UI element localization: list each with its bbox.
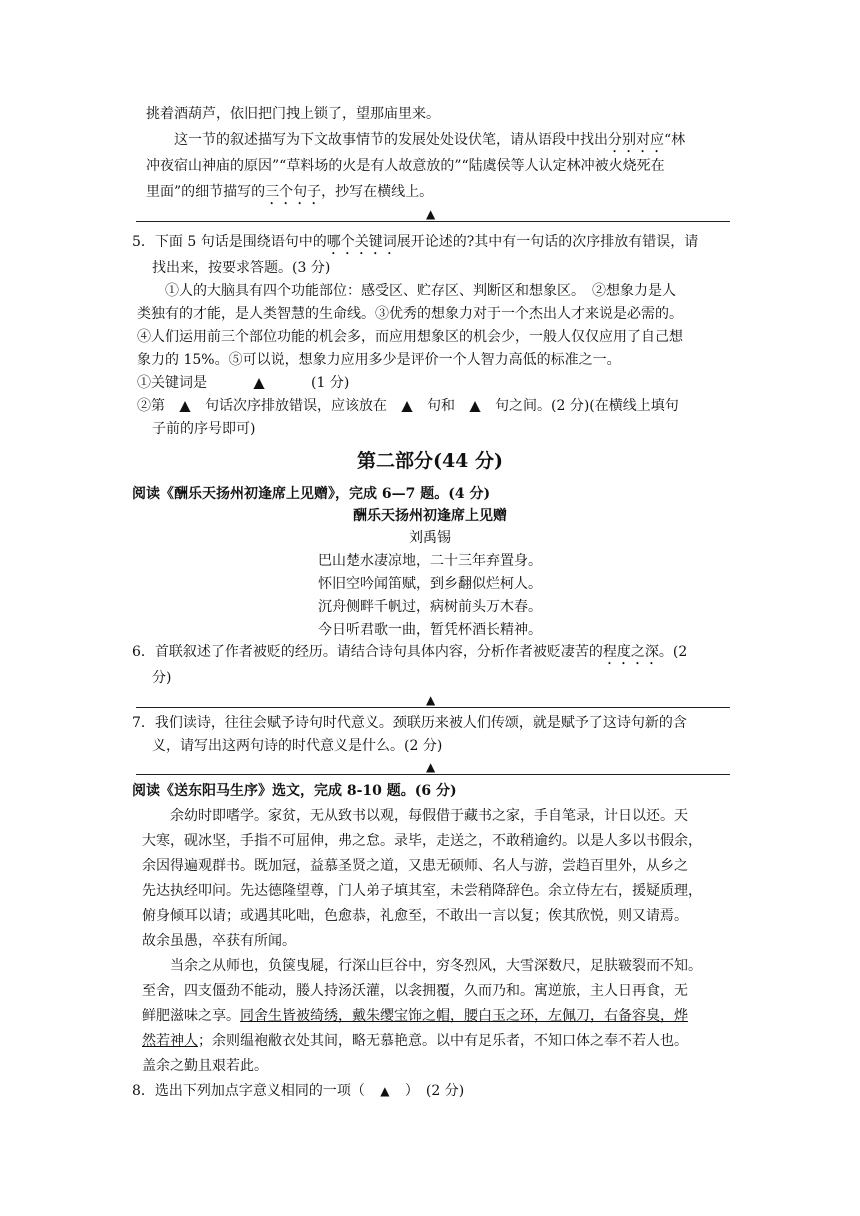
poem-title: 酬乐天扬州初逢席上见赠 — [353, 508, 507, 524]
q5-text-line: 类独有的才能，是人类智慧的生命线。③优秀的想象力对于一个杰出人才来说是必需的。 — [137, 306, 683, 322]
q5-stem: 5．下面 5 句话是围绕语句中的哪个关键词展开论述的?其中有一句话的次序排放有错误，请 — [132, 234, 699, 250]
poem-line: 沉舟侧畔千帆过，病树前头万木春。 — [318, 599, 542, 615]
underlined-text: 同舍生皆被绮绣，戴朱缨宝饰之帽，腰白玉之环，左佩刀，右备容臭，烨 — [240, 1008, 688, 1024]
q5-answer-1: ①关键词是 ▲ (1 分) — [137, 375, 350, 391]
prose-line: 余因得遍观群书。既加冠，益慕圣贤之道，又患无硕师、名人与游，尝趋百里外，从乡之 — [142, 858, 688, 874]
poem-author: 刘禹锡 — [409, 530, 451, 546]
prose-line: 俯身倾耳以请；或遇其叱咄，色愈恭，礼愈至，不敢出一言以复；俟其欣悦，则又请焉。 — [142, 908, 688, 924]
prose-line: 当余之从师也，负箧曳屣，行深山巨谷中，穷冬烈风，大雪深数尺，足肤皲裂而不知。 — [170, 958, 702, 974]
prose-line: 大寒，砚冰坚，手指不可屈伸，弗之怠。录毕，走送之，不敢稍逾约。以是人多以书假余， — [142, 833, 702, 849]
emphasis-text: 三个句子 — [265, 184, 322, 200]
q5-answer-2-cont: 子前的序号即可) — [152, 421, 256, 437]
answer-mark: ▲ — [426, 693, 436, 707]
q5-text-line: ①人的大脑具有四个功能部位：感受区、贮存区、判断区和想象区。 ②想象力是人 — [165, 283, 676, 299]
q7-stem: 7．我们读诗，往往会赋予诗句时代意义。颈联历来被人们传颂，就是赋予了这诗句新的含 — [132, 715, 687, 731]
emphasis-text: 哪个关键词 — [326, 234, 397, 250]
reading-intro: 阅读《酬乐天扬州初逢席上见赠》，完成 6—7 题。(4 分) — [132, 486, 491, 502]
underlined-text: 然若神人 — [142, 1033, 198, 1049]
answer-mark[interactable]: ▲ — [380, 1084, 390, 1098]
q4-question-line: 里面”的细节描写的三个句子，抄写在横线上。 — [146, 184, 434, 200]
section-title: 第二部分(44 分) — [356, 450, 504, 472]
reading-intro: 阅读《送东阳马生序》选文，完成 8-10 题。(6 分) — [132, 783, 457, 799]
prose-line: 盖余之勤且艰若此。 — [142, 1058, 268, 1074]
q8-stem: 8．选出下列加点字意义相同的一项（ ▲ ） (2 分) — [132, 1083, 465, 1099]
poem-line: 巴山楚水凄凉地，二十三年弃置身。 — [318, 553, 542, 569]
q4-text-line: 挑着酒葫芦，依旧把门拽上锁了，望那庙里来。 — [146, 106, 440, 122]
answer-mark: ▲ — [426, 760, 436, 774]
answer-blank[interactable]: ▲ — [469, 398, 481, 414]
prose-line: 至舍，四支僵劲不能动，媵人持汤沃灌，以衾拥覆，久而乃和。寓逆旅，主人日再食，无 — [142, 983, 688, 999]
poem-line: 怀旧空吟闻笛赋，到乡翻似烂柯人。 — [318, 576, 542, 592]
prose-line: 先达执经叩问。先达德隆望尊，门人弟子填其室，未尝稍降辞色。余立侍左右，援疑质理， — [142, 883, 702, 899]
poem-line: 今日听君歌一曲，暂凭杯酒长精神。 — [318, 622, 542, 638]
emphasis-text: 程度之深 — [602, 644, 659, 660]
answer-mark: ▲ — [426, 207, 436, 221]
prose-line: 然若神人；余则缊袍敝衣处其间，略无慕艳意。以中有足乐者，不知口体之奉不若人也。 — [142, 1033, 688, 1049]
answer-blank[interactable]: ▲ — [401, 398, 413, 414]
q5-answer-2: ②第 ▲ 句话次序排放错误，应该放在 ▲ 句和 ▲ 句之间。(2 分)(在横线上填句 — [137, 398, 679, 414]
prose-line: 故余虽愚，卒获有所闻。 — [142, 933, 296, 949]
prose-line: 鲜肥滋味之享。同舍生皆被绮绣，戴朱缨宝饰之帽，腰白玉之环，左佩刀，右备容臭，烨 — [142, 1008, 688, 1024]
answer-line — [136, 221, 730, 222]
answer-line — [136, 707, 730, 708]
q7-stem: 义，请写出这两句诗的时代意义是什么。(2 分) — [152, 738, 443, 754]
q5-text-line: ④人们运用前三个部位功能的机会多，而应用想象区的机会少，一般人仅仅应用了自己想 — [137, 329, 683, 345]
q5-stem: 找出来，按要求答题。(3 分) — [152, 260, 331, 276]
answer-blank[interactable]: ▲ — [253, 375, 265, 391]
emphasis-text: 分别对应 — [608, 132, 664, 148]
q6-stem: 6．首联叙述了作者被贬的经历。请结合诗句具体内容，分析作者被贬凄苦的程度之深。(2 — [132, 644, 688, 660]
q5-text-line: 象力的 15%。⑤可以说，想象力应用多少是评价一个人智力高低的标准之一。 — [137, 352, 621, 368]
prose-line: 余幼时即嗜学。家贫，无从致书以观，每假借于藏书之家，手自笔录，计日以还。天 — [170, 808, 688, 824]
q6-stem: 分) — [152, 670, 172, 686]
answer-blank[interactable]: ▲ — [179, 398, 191, 414]
q4-question-line: 这一节的叙述描写为下文故事情节的发展处处设伏笔，请从语段中找出分别对应“林 — [174, 132, 686, 148]
q4-question-line: 冲夜宿山神庙的原因”“草料场的火是有人故意放的”“陆虞侯等人认定林冲被火烧死在 — [146, 158, 665, 174]
answer-line — [136, 774, 730, 775]
